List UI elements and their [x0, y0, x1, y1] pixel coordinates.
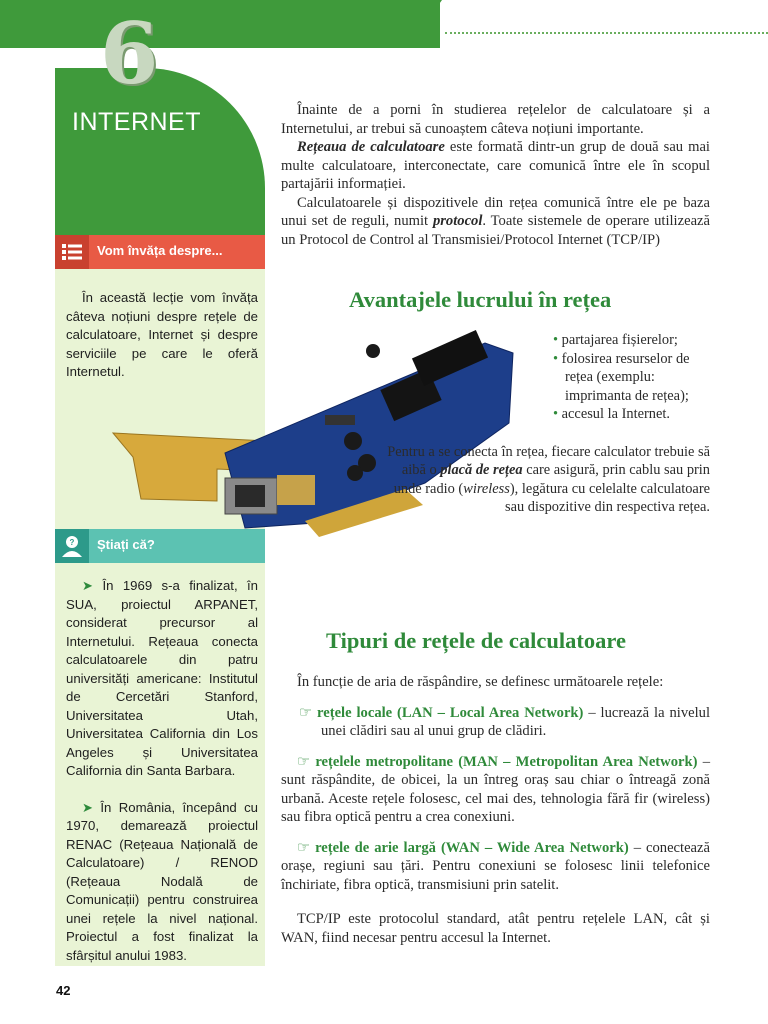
- learn-banner-label: Vom învăța despre...: [97, 243, 223, 258]
- top-green-band: [0, 0, 440, 48]
- types-intro: În funcție de aria de răspândire, se definesc următoarele rețele:: [297, 674, 664, 690]
- network-card-paragraph: Pentru a se conecta în rețea, fiecare calculator trebuie să aibă o placă de rețea care asigură, prin cablu sau prin unde radio (wireless), legătura cu celelalte calculatoare sau dispozitive din respectiva rețea.: [387, 444, 710, 516]
- intro-paragraph-2: Rețeaua de calculatoare este formată dintr-un grup de două sau mai multe calculatoare, interconectate, care comunică între ele în scopul partajării informației.: [281, 139, 710, 192]
- advantages-list: [553, 331, 713, 424]
- types-heading: Tipuri de rețele de calculatoare: [326, 628, 626, 653]
- chapter-number: 6: [100, 4, 159, 103]
- hand-pointer-icon: ☞: [297, 839, 311, 856]
- network-card-image: [105, 323, 515, 553]
- list-item: • partajarea fișierelor;: [553, 332, 678, 348]
- types-text: [281, 673, 710, 947]
- svg-text:?: ?: [69, 538, 75, 547]
- chapter-card: [55, 68, 265, 238]
- hand-pointer-icon: ☞: [297, 753, 311, 770]
- intro-paragraph-3: Calculatoarele și dispozitivele din rețea comunică între ele pe baza unui set de reguli, numit protocol. Toate sistemele de operare utilizează un Protocol de Control al Transmisiei/Protocol Internet (TCP/IP): [281, 194, 711, 248]
- know-banner-label: Știați că?: [97, 537, 155, 552]
- man-item: ☞ rețelele metropolitane (MAN – Metropolitan Area Network) – sunt răspândite, de obicei, la un întreg oraș sau chiar o întreagă zonă urbană. Aceste rețele folosesc, cel mai des, tehnologia fără fir (wireless) sau fibra optică pentru a crea conexiuni.: [281, 753, 711, 825]
- hand-pointer-icon: ☞: [299, 704, 313, 721]
- wan-item: ☞ rețele de arie largă (WAN – Wide Area Network) – conectează orașe, regiuni sau țări. Pentru conexiuni se folosesc linii telefonice închiriate, fibra optică, transmisiuni prin satelit.: [281, 839, 710, 893]
- dotted-rule: [445, 32, 768, 34]
- list-item: • folosirea resurselor de rețea (exemplu: imprimanta de rețea);: [553, 350, 690, 404]
- know-item-2: ➤ În România, începând cu 1970, demarează proiectul RENAC (Rețeaua Națională de Calculatoare) / RENOD (Rețeaua Nodală de Comunicații) pentru construirea unei rețele la nivel național. Proiectul a fost finalizat la sfârșitul anului 1983.: [66, 799, 258, 963]
- advantages-heading: Avantajele lucrului în rețea: [349, 287, 612, 312]
- list-icon: [55, 235, 89, 269]
- intro-paragraph-1: Înainte de a porni în studierea rețelelor de calculatoare și a Internetului, ar trebui să cunoaștem câteva noțiuni importante.: [281, 102, 710, 137]
- learn-banner: [55, 235, 265, 269]
- list-item: • accesul la Internet.: [553, 406, 670, 422]
- know-text: [66, 577, 258, 965]
- page-number: 42: [56, 983, 71, 998]
- know-item-1: ➤ În 1969 s-a finalizat, în SUA, proiectul ARPANET, considerat precursor al Internetului. Rețeaua conecta calculatoarele din patru universități americane: Institutul de Cercetări Stanford, Universitatea Utah, Universitatea California din Los Angeles și Universitatea California din Santa Barbara.: [66, 578, 259, 778]
- top-band-corner: [408, 0, 442, 48]
- person-question-icon: [55, 529, 89, 563]
- lan-item: ☞ rețele locale (LAN – Local Area Network) – lucrează la nivelul unei clădiri sau al unui grup de clădiri.: [299, 704, 710, 739]
- chapter-title: INTERNET: [72, 108, 201, 136]
- arrow-icon: ➤: [82, 799, 94, 815]
- arrow-icon: ➤: [82, 578, 94, 593]
- types-outro: TCP/IP este protocolul standard, atât pentru rețelele LAN, cât și WAN, fiind necesar pentru accesul la Internet.: [281, 911, 710, 946]
- learn-paragraph: În această lecție vom învăța câteva noțiuni despre rețele de calculatoare, Internet și despre serviciile pe care le oferă Internetul.: [66, 290, 258, 379]
- intro-text: [281, 101, 710, 249]
